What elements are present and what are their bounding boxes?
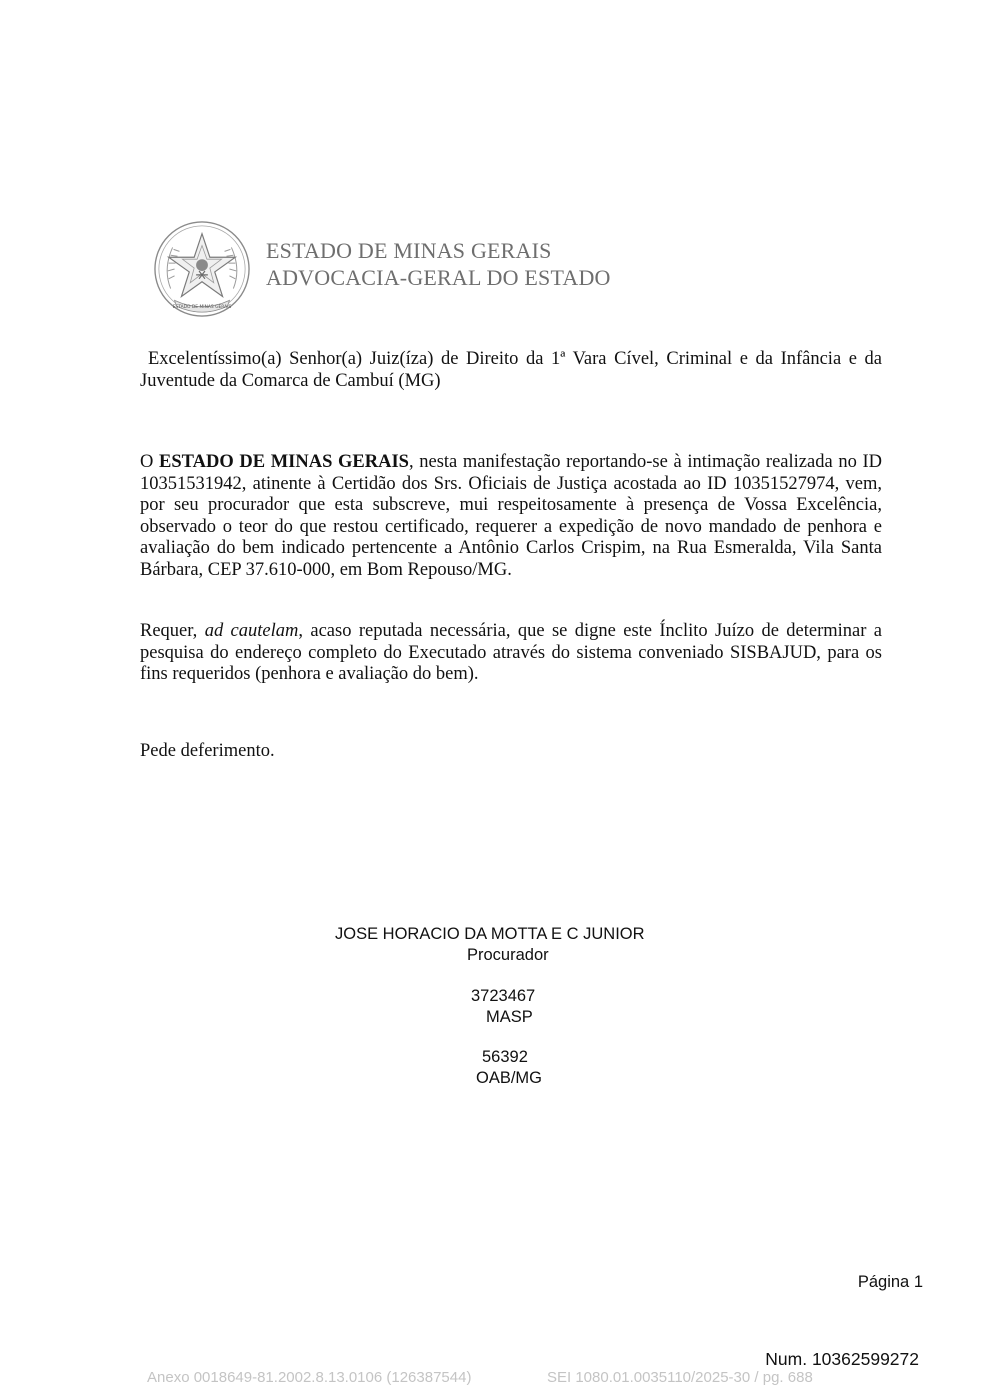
signatory-name: JOSE HORACIO DA MOTTA E C JUNIOR	[335, 925, 645, 943]
sei-reference: SEI 1080.01.0035110/2025-30 / pg. 688	[547, 1369, 813, 1386]
p1-lead: O	[140, 452, 160, 472]
signatory-role: Procurador	[467, 946, 549, 964]
masp-number: 3723467	[471, 987, 536, 1005]
p2-lead: Requer,	[140, 621, 205, 641]
document-number: Num. 10362599272	[765, 1349, 919, 1369]
state-coat-of-arms-seal	[153, 220, 251, 318]
oab-label: OAB/MG	[476, 1069, 543, 1087]
state-name-header: ESTADO DE MINAS GERAIS	[266, 238, 552, 263]
p2-latin-term: ad cautelam	[204, 621, 299, 641]
masp-label: MASP	[486, 1008, 533, 1026]
p1-party-name: ESTADO DE MINAS GERAIS	[159, 452, 409, 472]
agency-name-header: ADVOCACIA-GERAL DO ESTADO	[266, 265, 611, 290]
seal-ribbon-text: ESTADO DE MINAS GERAIS	[172, 305, 232, 311]
oab-number: 56392	[482, 1048, 528, 1066]
addressee-paragraph: Excelentíssimo(a) Senhor(a) Juiz(íza) de Direito da 1ª Vara Cível, Criminal e da Infância e da Juventude da Comarca de Cambuí (MG)	[140, 349, 882, 391]
petition-paragraph-2	[140, 621, 882, 686]
petition-paragraph-1	[140, 452, 882, 582]
p1-text: , nesta manifestação reportando-se à intimação realizada no ID 10351531942, atinente à Certidão dos Srs. Oficiais de Justiça acostada ao ID 10351527974, vem, por seu procurador que esta subscreve, mui respeitosamente à presença de Vossa Excelência, observado o teor do que restou certificado, requerer a expedição de novo mandado de penhora e avaliação do bem indicado pertencente a Antônio Carlos Crispim, na Rua Esmeralda, Vila Santa Bárbara, CEP 37.610-000, em Bom Repouso/MG.	[140, 452, 882, 580]
annex-reference: Anexo 0018649-81.2002.8.13.0106 (126387544)	[147, 1369, 472, 1386]
page-number: Página 1	[857, 1273, 923, 1291]
closing-line: Pede deferimento.	[140, 741, 275, 761]
p2-text: , acaso reputada necessária, que se digne este Ínclito Juízo de determinar a pesquisa do endereço completo do Executado através do sistema conveniado SISBAJUD, para os fins requeridos (penhora e avaliação do bem).	[140, 621, 882, 685]
